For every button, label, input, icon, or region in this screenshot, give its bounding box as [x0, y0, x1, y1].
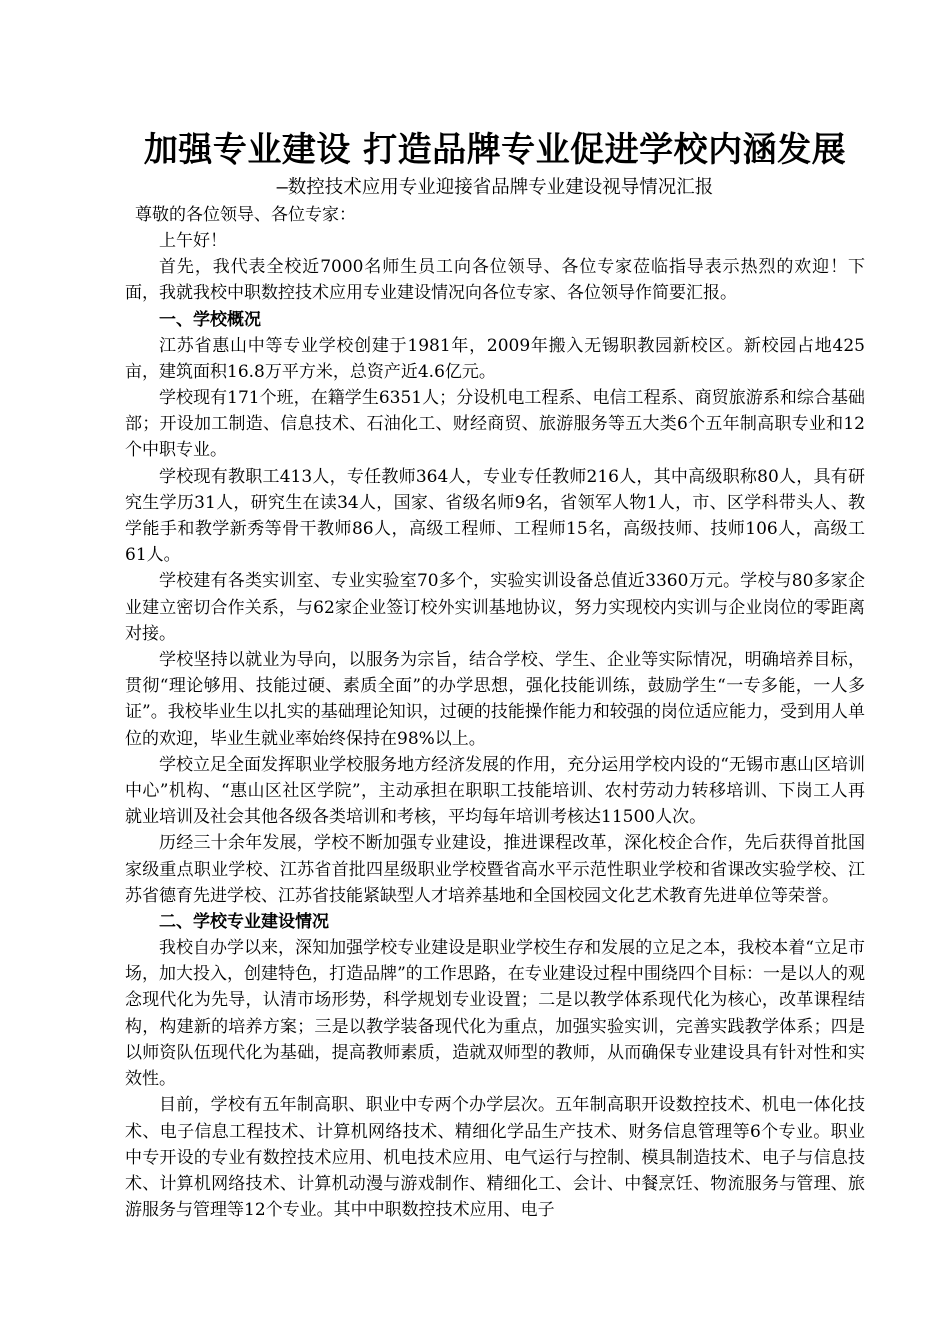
salutation: 尊敬的各位领导、各位专家：	[135, 205, 356, 225]
paragraph: 江苏省惠山中等专业学校创建于1981年，2009年搬入无锡职教园新校区。新校园占地425亩，建筑面积16.8万平方米，总资产近4.6亿元。	[125, 335, 865, 382]
document-subtitle: —数控技术应用专业迎接省品牌专业建设视导情况汇报	[276, 177, 714, 198]
paragraph: 学校立足全面发挥职业学校服务地方经济发展的作用，充分运用学校内设的“无锡市惠山区培训中心”机构、“惠山区社区学院”，主动承担在职职工技能培训、农村劳动力转移培训、下岗工人再就业培训及社会其他各级各类培训和考核，平均每年培训考核达11500人次。	[125, 754, 865, 828]
paragraph: 学校建有各类实训室、专业实验室70多个，实验实训设备总值近3360万元。学校与80多家企业建立密切合作关系，与62家企业签订校外实训基地协议，努力实现校内实训与企业岗位的零距离对接。	[125, 571, 865, 644]
paragraph: 历经三十余年发展，学校不断加强专业建设，推进课程改革，深化校企合作，先后获得首批国家级重点职业学校、江苏省首批四星级职业学校暨省高水平示范性职业学校和省课改实验学校、江苏省德育先进学校、江苏省技能紧缺型人才培养基地和全国校园文化艺术教育先进单位等荣誉。	[125, 833, 865, 906]
document-title: 加强专业建设 打造品牌专业促进学校内涵发展	[143, 130, 847, 170]
paragraph: 学校现有教职工413人，专任教师364人，专业专任教师216人，其中高级职称80人，具有研究生学历31人，研究生在读34人，国家、省级名师9名，省领军人物1人，市、区学科带头人、教学能手和教学新秀等骨干教师86人，高级工程师、工程师15名，高级技师、技师106人，高级工61人。	[125, 466, 865, 566]
paragraph: 我校自办学以来，深知加强学校专业建设是职业学校生存和发展的立足之本，我校本着“立足市场，加大投入，创建特色，打造品牌”的工作思路，在专业建设过程中围绕四个目标：一是以人的观念现代化为先导，认清市场形势，科学规划专业设置；二是以教学体系现代化为核心，改革课程结构，构建新的培养方案；三是以教学装备现代化为重点，加强实验实训，完善实践教学体系；四是以师资队伍现代化为基础，提高教师素质，造就双师型的教师，从而确保专业建设具有针对性和实效性。	[125, 938, 865, 1090]
paragraph: 目前，学校有五年制高职、职业中专两个办学层次。五年制高职开设数控技术、机电一体化技术、电子信息工程技术、计算机网络技术、精细化学品生产技术、财务信息管理等6个专业。职业中专开设的专业有数控技术应用、机电技术应用、电气运行与控制、模具制造技术、电子与信息技术、计算机网络技术、计算机动漫与游戏制作、精细化工、会计、中餐烹饪、物流服务与管理、旅游服务与管理等12个专业。其中中职数控技术应用、电子	[125, 1095, 865, 1221]
paragraph: 学校坚持以就业为导向，以服务为宗旨，结合学校、学生、企业等实际情况，明确培养目标，贯彻“理论够用、技能过硬、素质全面”的办学思想，强化技能训练，鼓励学生“一专多能，一人多证”。我校毕业生以扎实的基础理论知识，过硬的技能操作能力和较强的岗位适应能力，受到用人单位的欢迎，毕业生就业率始终保持在98%以上。	[125, 650, 865, 749]
greeting: 上午好！	[159, 231, 227, 251]
document-page	[125, 126, 865, 1223]
section-heading-specialty-construction: 二、学校专业建设情况	[159, 912, 329, 933]
section-heading-school-overview: 一、学校概况	[159, 309, 261, 330]
intro-paragraph: 首先，我代表全校近7000名师生员工向各位领导、各位专家莅临指导表示热烈的欢迎！下面，我就我校中职数控技术应用专业建设情况向各位专家、各位领导作简要汇报。	[125, 257, 865, 304]
paragraph: 学校现有171个班，在籍学生6351人；分设机电工程系、电信工程系、商贸旅游系和综合基础部；开设加工制造、信息技术、石油化工、财经商贸、旅游服务等五大类6个五年制高职专业和12个中职专业。	[125, 388, 865, 461]
